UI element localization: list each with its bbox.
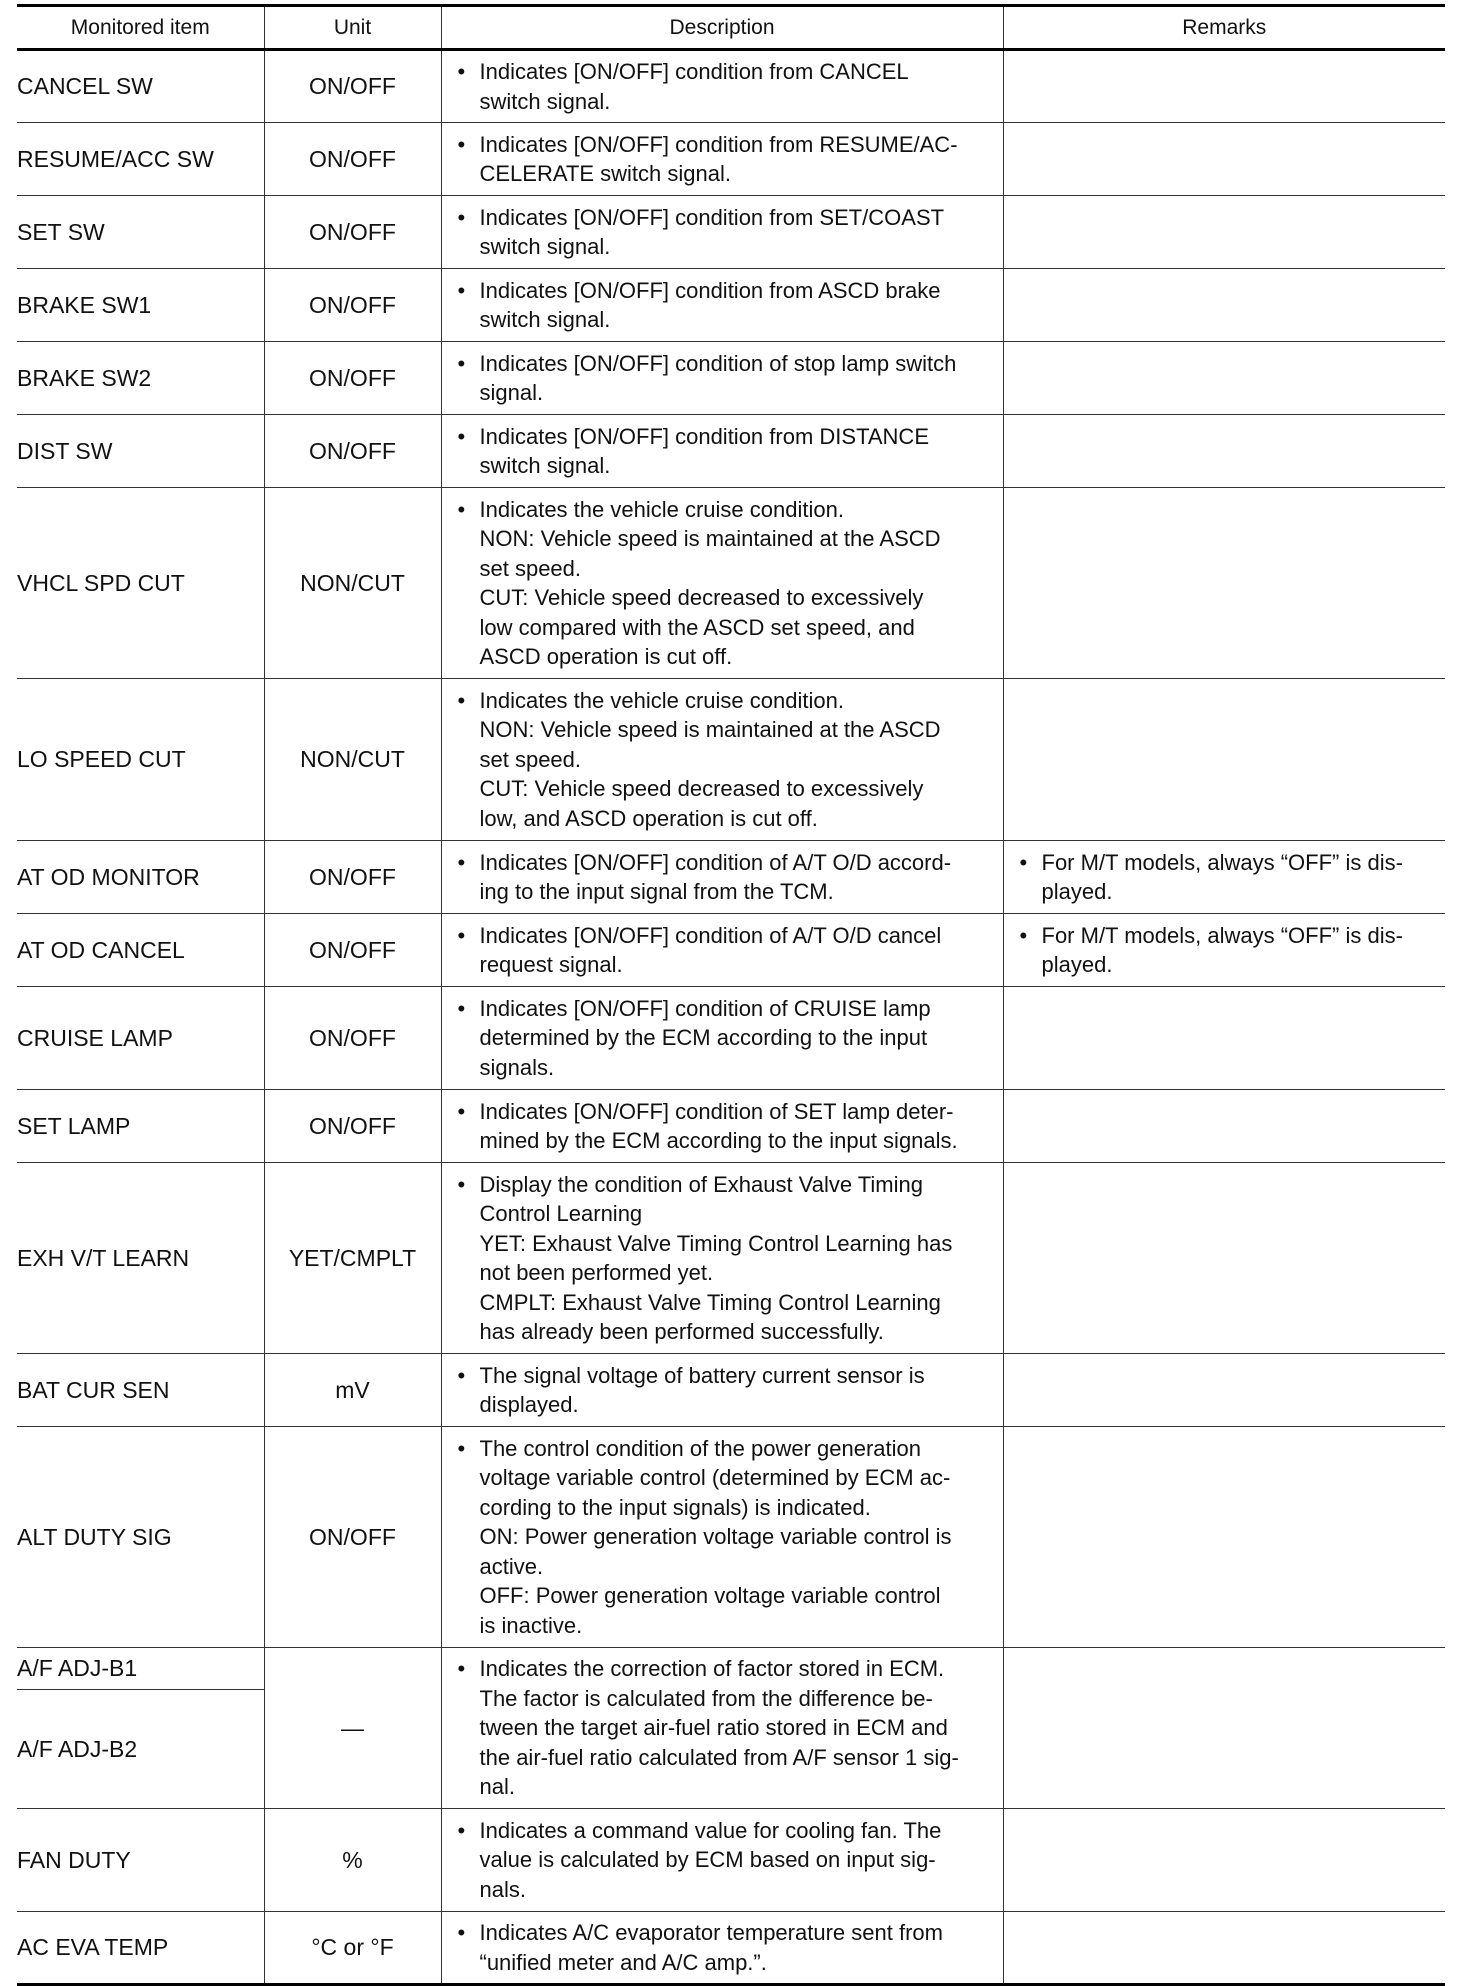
monitored-item: RESUME/ACC SW [17,123,264,196]
description-list [442,276,1003,335]
remarks [1003,196,1445,269]
description-line: signal. [479,380,544,405]
remarks [1003,50,1445,123]
table-row [17,415,1445,488]
table-row [17,1163,1445,1354]
description [441,1809,1003,1912]
description [441,841,1003,914]
table-row [17,269,1445,342]
remarks [1003,1648,1445,1809]
description-list [442,1170,1003,1347]
remarks [1003,415,1445,488]
table-row [17,679,1445,841]
description-line: • Indicates [ON/OFF] condition from SET/COAST [479,204,945,230]
remarks-bullet [1004,921,1446,980]
unit-value: % [264,1809,441,1912]
unit-value: ON/OFF [264,1427,441,1648]
description-bullet [442,1097,1003,1156]
unit-value: ON/OFF [264,342,441,415]
remarks [1003,269,1445,342]
description-line: set speed. [479,555,582,581]
description-list [442,349,1003,408]
remarks-list [1004,921,1446,980]
monitored-item: CRUISE LAMP [17,987,264,1090]
remarks [1003,342,1445,415]
description-line: nal. [479,1774,515,1800]
description-list [442,1434,1003,1641]
description-line: • Indicates [ON/OFF] condition from RESUME/AC- [479,131,958,157]
monitored-item: BRAKE SW1 [17,269,264,342]
description-list [442,1654,1003,1802]
unit-value: ON/OFF [264,50,441,123]
monitored-item: FAN DUTY [17,1809,264,1912]
description-line: • Indicates [ON/OFF] condition of A/T O/D accord- [479,849,952,875]
description [441,269,1003,342]
remarks [1003,987,1445,1090]
description-line: The factor is calculated from the difference be- [479,1685,933,1711]
remarks-line: played. [1041,879,1113,904]
unit-value: ON/OFF [264,415,441,488]
remarks-line: • For M/T models, always “OFF” is dis- [1041,849,1403,875]
remarks [1003,488,1445,679]
description-list [442,921,1003,980]
description-line: switch signal. [479,453,611,478]
description-line: set speed. [479,746,582,772]
description [441,1427,1003,1648]
monitor-item-table [17,4,1445,1986]
description [441,987,1003,1090]
description-bullet [442,276,1003,335]
description-line: determined by the ECM according to the input [479,1025,928,1051]
remarks [1003,841,1445,914]
description-line: cording to the input signals) is indicated. [479,1494,871,1520]
description-line: • Display the condition of Exhaust Valve Timing [479,1171,923,1197]
monitored-item: SET SW [17,196,264,269]
remarks [1003,1090,1445,1163]
description-line: ON: Power generation voltage variable control is [479,1524,952,1550]
description-line: • Indicates the vehicle cruise condition. [479,687,844,713]
description-line: signals. [479,1054,555,1080]
description-bullet [442,1361,1003,1420]
description-bullet [442,1170,1003,1347]
remarks [1003,1809,1445,1912]
description [441,196,1003,269]
description-bullet [442,349,1003,408]
description-line: CMPLT: Exhaust Valve Timing Control Learning [479,1289,941,1315]
description-line: • Indicates [ON/OFF] condition from ASCD brake [479,277,941,303]
description-line: the air-fuel ratio calculated from A/F sensor 1 sig- [479,1744,959,1770]
header-unit: Unit [264,6,441,50]
monitored-item: LO SPEED CUT [17,679,264,841]
description [441,1163,1003,1354]
description-line: switch signal. [479,88,611,114]
description-bullet [442,686,1003,834]
description-list [442,495,1003,672]
description-line: CUT: Vehicle speed decreased to excessively [479,776,924,802]
table-row [17,1809,1445,1912]
description-line: “unified meter and A/C amp.”. [479,1949,767,1975]
remarks-bullet [1004,848,1446,907]
description-list [442,1361,1003,1420]
description-line: • Indicates [ON/OFF] condition of A/T O/D cancel [479,922,942,948]
unit-value: ON/OFF [264,269,441,342]
monitored-item: AT OD CANCEL [17,914,264,987]
description-line: mined by the ECM according to the input signals. [479,1128,958,1153]
description-line: displayed. [479,1392,579,1417]
monitored-item: DIST SW [17,415,264,488]
remarks [1003,123,1445,196]
unit-value: ON/OFF [264,987,441,1090]
remarks [1003,914,1445,987]
description-line: • Indicates [ON/OFF] condition of CRUISE lamp [479,995,931,1021]
monitored-item: AT OD MONITOR [17,841,264,914]
description-line: • Indicates [ON/OFF] condition from CANCEL [479,59,909,84]
description-line: • Indicates [ON/OFF] condition of stop lamp switch [479,350,957,376]
description-list [442,1918,1003,1977]
table-row [17,987,1445,1090]
description-list [442,1097,1003,1156]
table-row [17,342,1445,415]
description-line: ASCD operation is cut off. [479,644,733,669]
table-row [17,1354,1445,1427]
unit-value: ON/OFF [264,914,441,987]
description-bullet [442,203,1003,262]
unit-value: ON/OFF [264,196,441,269]
table-row [17,196,1445,269]
description-line: NON: Vehicle speed is maintained at the ASCD [479,717,941,743]
header-monitored-item: Monitored item [17,6,264,50]
description-list [442,994,1003,1083]
description [441,50,1003,123]
description [441,488,1003,679]
monitored-item: A/F ADJ-B2 [17,1690,264,1809]
unit-value: ON/OFF [264,123,441,196]
description-bullet [442,921,1003,980]
description-bullet [442,1918,1003,1977]
table-row [17,488,1445,679]
description-bullet [442,1434,1003,1641]
description-line: has already been performed successfully. [479,1319,884,1344]
table-row [17,1090,1445,1163]
monitored-item: BRAKE SW2 [17,342,264,415]
table-row [17,50,1445,123]
header-remarks: Remarks [1003,6,1445,50]
monitored-item: CANCEL SW [17,50,264,123]
unit-value: YET/CMPLT [264,1163,441,1354]
description-line: ing to the input signal from the TCM. [479,879,834,904]
remarks [1003,1427,1445,1648]
description-line: low, and ASCD operation is cut off. [479,805,818,831]
remarks [1003,1912,1445,1985]
table-body [17,50,1445,1985]
table-row [17,841,1445,914]
description [441,123,1003,196]
table-row [17,1427,1445,1648]
description-bullet [442,495,1003,672]
description-line: • Indicates [ON/OFF] condition from DISTANCE [479,423,929,449]
remarks-line: • For M/T models, always “OFF” is dis- [1041,922,1403,948]
description-line: • Indicates the vehicle cruise condition. [479,496,844,522]
description [441,679,1003,841]
unit-value: °C or °F [264,1912,441,1985]
description-line: is inactive. [479,1612,583,1638]
description-list [442,422,1003,481]
unit-value: NON/CUT [264,488,441,679]
description-line: CELERATE switch signal. [479,161,731,186]
monitored-item: SET LAMP [17,1090,264,1163]
description-bullet [442,130,1003,189]
remarks [1003,1163,1445,1354]
unit-value: ON/OFF [264,841,441,914]
description-bullet [442,422,1003,481]
description-line: • Indicates the correction of factor stored in ECM. [479,1656,945,1682]
unit-value: — [264,1648,441,1809]
description-bullet [442,57,1003,116]
description-line: • Indicates [ON/OFF] condition of SET lamp deter- [479,1098,954,1124]
description-line: NON: Vehicle speed is maintained at the ASCD [479,526,941,551]
description-line: • The signal voltage of battery current sensor is [479,1362,925,1388]
monitored-item: ALT DUTY SIG [17,1427,264,1648]
description [441,342,1003,415]
description-line: not been performed yet. [479,1260,714,1285]
unit-value: ON/OFF [264,1090,441,1163]
description-line: YET: Exhaust Valve Timing Control Learning has [479,1230,953,1256]
table-header-row [17,6,1445,50]
description-line: active. [479,1553,544,1579]
monitored-item: BAT CUR SEN [17,1354,264,1427]
monitored-item: A/F ADJ-B1 [17,1648,264,1690]
remarks-list [1004,848,1446,907]
description-list [442,686,1003,834]
description-list [442,130,1003,189]
description [441,1090,1003,1163]
remarks [1003,1354,1445,1427]
description [441,1648,1003,1809]
description [441,1354,1003,1427]
description-line: • The control condition of the power generation [479,1435,922,1461]
description-line: • Indicates A/C evaporator temperature sent from [479,1920,943,1945]
description-list [442,848,1003,907]
description-line: nals. [479,1876,526,1902]
description-line: voltage variable control (determined by ECM ac- [479,1465,951,1491]
description-bullet [442,1654,1003,1802]
table-row [17,914,1445,987]
description-line: Control Learning [479,1201,643,1226]
description [441,914,1003,987]
monitored-item: EXH V/T LEARN [17,1163,264,1354]
description-line: switch signal. [479,307,611,332]
description-bullet [442,848,1003,907]
remarks-line: played. [1041,952,1113,977]
description-line: OFF: Power generation voltage variable control [479,1583,941,1609]
description-list [442,203,1003,262]
description [441,415,1003,488]
description-bullet [442,1816,1003,1905]
description-line: CUT: Vehicle speed decreased to excessively [479,585,924,610]
remarks [1003,679,1445,841]
description [441,1912,1003,1985]
description-list [442,57,1003,116]
unit-value: mV [264,1354,441,1427]
unit-value: NON/CUT [264,679,441,841]
header-description: Description [441,6,1003,50]
description-bullet [442,994,1003,1083]
table-row [17,123,1445,196]
description-line: request signal. [479,952,623,977]
table-row [17,1648,1445,1690]
description-line: low compared with the ASCD set speed, and [479,614,915,640]
description-list [442,1816,1003,1905]
monitored-item: VHCL SPD CUT [17,488,264,679]
description-line: value is calculated by ECM based on input sig- [479,1847,936,1873]
monitored-item: AC EVA TEMP [17,1912,264,1985]
description-line: • Indicates a command value for cooling fan. The [479,1817,942,1843]
description-line: switch signal. [479,234,611,259]
description-line: tween the target air-fuel ratio stored in ECM and [479,1715,948,1741]
table-row [17,1912,1445,1985]
